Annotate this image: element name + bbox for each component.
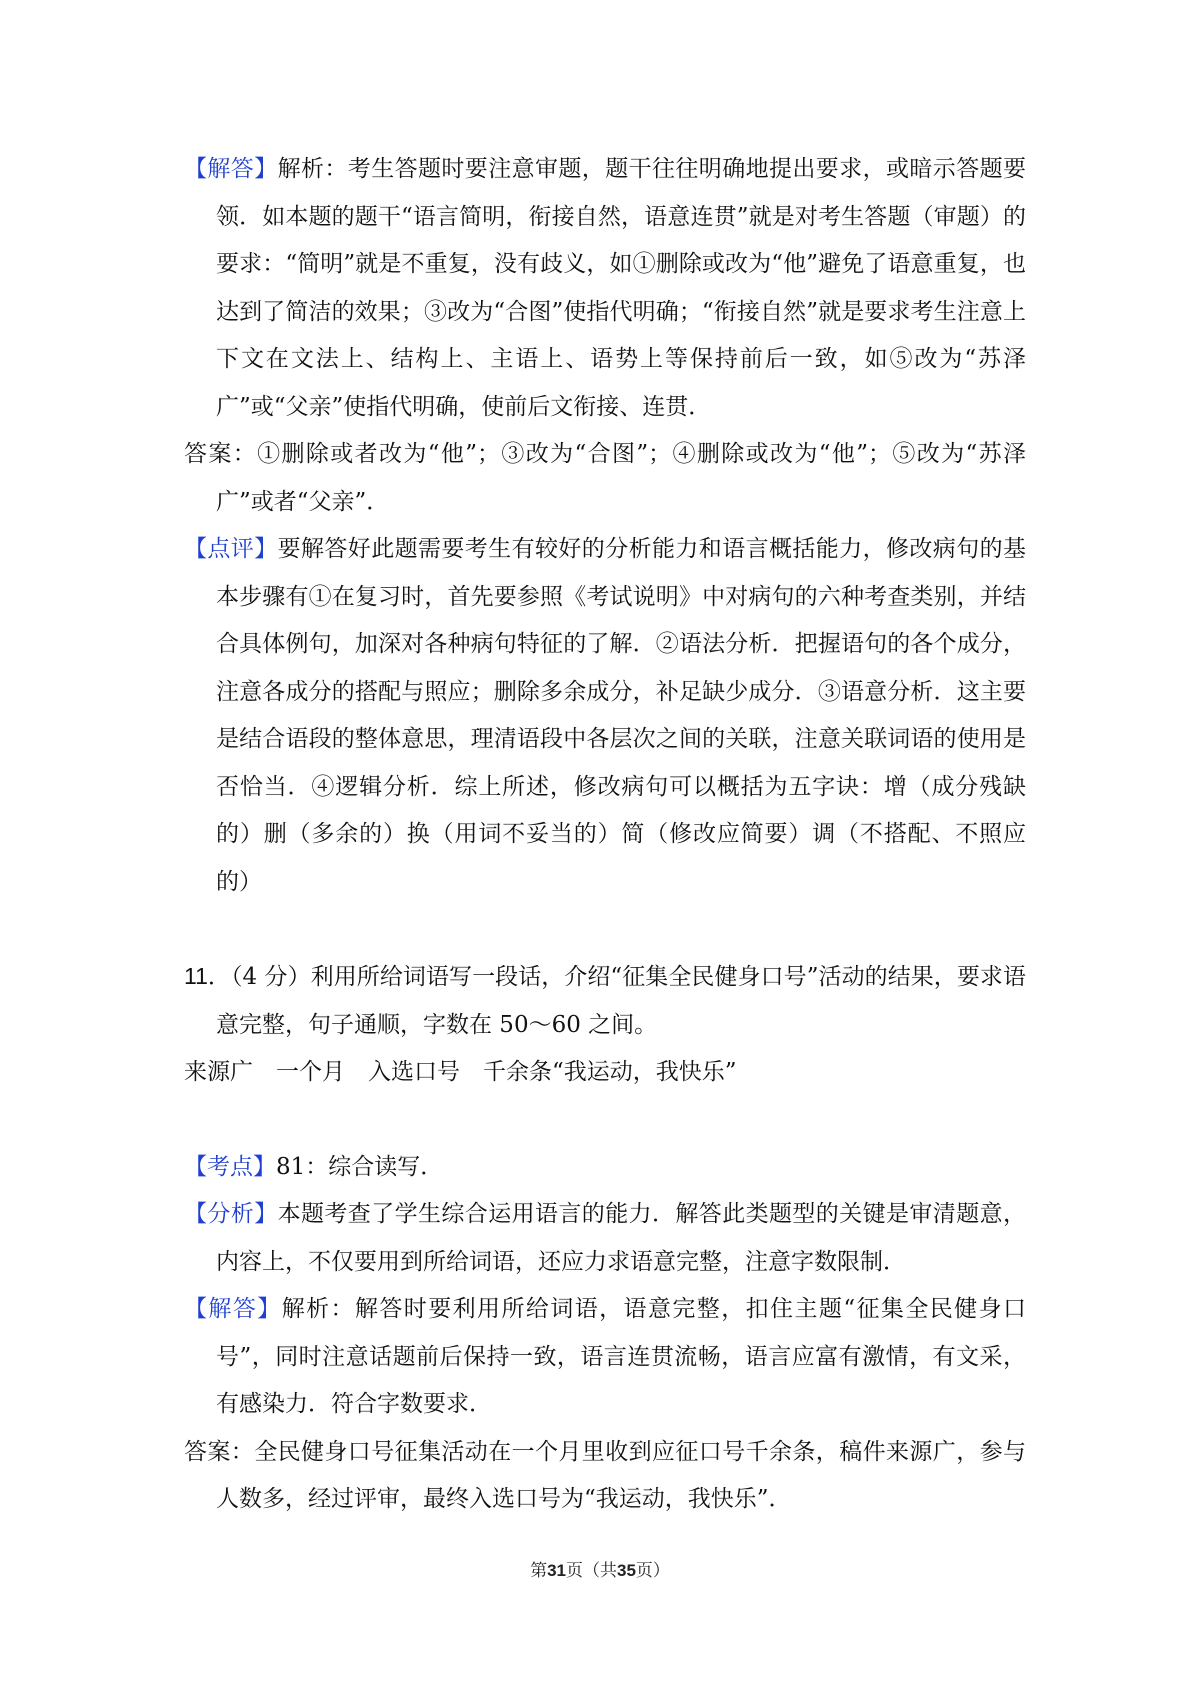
footer-suffix: 页） — [635, 1561, 670, 1581]
keypoint-text: 81：综合读写． — [276, 1153, 444, 1180]
question-paragraph — [184, 953, 1026, 1049]
analysis-paragraph — [184, 1191, 1026, 1286]
solution-text: 解析：解答时要利用所给词语，语意完整，扣住主题“征集全民健身口号”，同时注意话题前后保持一致，语言连贯流畅，语言应富有激情，有文采，有感染力．符合字数要求． — [216, 1296, 1027, 1417]
given-words — [184, 1049, 1026, 1097]
keypoint-paragraph — [184, 1144, 1026, 1192]
comment-paragraph — [184, 526, 1026, 906]
solution-tag: 【解答】 — [184, 1296, 282, 1322]
answer2-paragraph — [184, 1429, 1026, 1524]
spacer — [184, 906, 1026, 953]
footer-total-pages: 35 — [617, 1561, 636, 1580]
analysis-tag: 【分析】 — [184, 1201, 278, 1227]
page-footer — [0, 1556, 1200, 1581]
footer-mid: 页（共 — [566, 1561, 617, 1581]
footer-prefix: 第 — [530, 1561, 548, 1581]
keypoint-tag: 【考点】 — [184, 1153, 276, 1180]
question-number: 11． — [184, 963, 231, 989]
final-answer-text: 答案：①删除或者改为“他”；③改为“合图”；④删除或改为“他”；⑤改为“苏泽广”或者“父亲”． — [184, 441, 1026, 515]
answer-paragraph — [184, 146, 1026, 431]
comment-tag: 【点评】 — [184, 536, 278, 562]
solution-paragraph — [184, 1286, 1026, 1429]
answer2-text: 答案：全民健身口号征集活动在一个月里收到应征口号千余条，稿件来源广，参与人数多，经过评审，最终入选口号为“我运动，我快乐”． — [184, 1438, 1026, 1512]
answer-tag: 【解答】 — [184, 156, 278, 182]
page-content — [184, 146, 1026, 1524]
comment-text: 要解答好此题需要考生有较好的分析能力和语言概括能力，修改病句的基本步骤有①在复习时，首先要参照《考试说明》中对病句的六种考查类别，并结合具体例句，加深对各种病句特征的了解．②语法分析．把握语句的各个成分，注意各成分的搭配与照应；删除多余成分，补足缺少成分．③语意分析．这主要是结合语段的整体意思，理清语段中各层次之间的关联，注意关联词语的使用是否恰当．④逻辑分析．综上所述，修改病句可以概括为五字诀：增（成分残缺的）删（多余的）换（用词不妥当的）简（修改应简要）调（不搭配、不照应的） — [216, 536, 1027, 895]
footer-page-number: 31 — [547, 1561, 566, 1580]
analysis-text: 本题考查了学生综合运用语言的能力．解答此类题型的关键是审清题意，内容上，不仅要用到所给词语，还应力求语意完整，注意字数限制． — [216, 1201, 1027, 1275]
answer-text: 解析：考生答题时要注意审题，题干往往明确地提出要求，或暗示答题要领．如本题的题干“语言简明，衔接自然，语意连贯”就是对考生答题（审题）的要求：“简明”就是不重复，没有歧义，如①删除或改为“他”避免了语意重复，也达到了简洁的效果；③改为“合图”使指代明确；“衔接自然”就是要求考生注意上下文在文法上、结构上、主语上、语势上等保持前后一致，如⑤改为“苏泽广”或“父亲”使指代明确，使前后文衔接、连贯． — [216, 156, 1027, 420]
final-answer-paragraph — [184, 431, 1026, 526]
question-text: （4 分）利用所给词语写一段话，介绍“征集全民健身口号”活动的结果，要求语意完整，句子通顺，字数在 50～60 之间。 — [216, 964, 1026, 1038]
spacer — [184, 1097, 1026, 1144]
given-words-text: 来源广 一个月 入选口号 千余条“我运动，我快乐” — [184, 1059, 737, 1085]
